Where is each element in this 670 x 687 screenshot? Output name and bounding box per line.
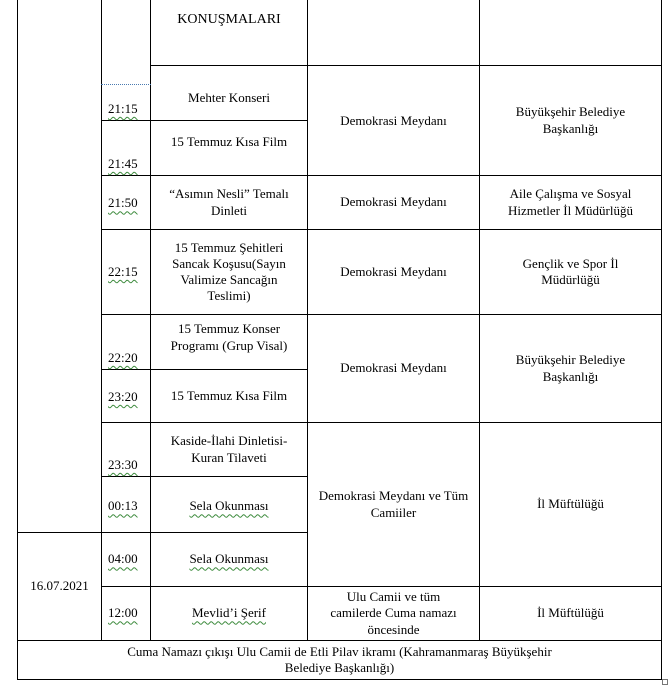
event-text: 15 Temmuz Kısa Film [170,133,288,149]
event-text: Mevlid’i Şerif [191,605,266,621]
time-cell [102,533,150,586]
event-cell [151,121,307,163]
event-cell [151,477,307,532]
event-cell [151,315,307,360]
event-cell [151,423,307,476]
organizer-text: İl Müftülüğü [537,605,604,621]
time-cell [102,176,150,229]
time-text: 23:30 [108,456,138,472]
event-cell [151,85,307,111]
table-border-right [661,0,662,680]
time-text: 21:15 [108,100,138,116]
place-cell [308,176,479,229]
place-text: Demokrasi Meydanı [340,263,447,279]
table-border-bottom [17,679,662,680]
time-text: 12:00 [108,605,138,621]
organizer-text: Aile Çalışma ve Sosyal Hizmetler İl Müdürlüğü [508,186,633,218]
place-cell [308,66,479,175]
time-text: 21:50 [108,195,138,211]
organizer-cell [480,315,661,422]
time-text: 21:45 [108,155,138,171]
place-cell [308,423,479,586]
event-text: “Asımın Nesli” Temalı Dinleti [169,186,289,218]
time-text: 22:20 [108,349,138,365]
time-text: 23:20 [108,388,138,404]
footer-cell [18,641,661,679]
organizer-text: Gençlik ve Spor İl Müdürlüğü [522,255,619,287]
event-cell [151,533,307,586]
event-text: Kaside-İlahi Dinletisi-Kuran Tilaveti [170,433,288,465]
event-cell [151,587,307,640]
event-cell [151,176,307,229]
event-text: 15 Temmuz Şehitleri Sancak Koşusu(Sayın Valimize Sancağın Teslimi) [172,239,286,304]
organizer-text: İl Müftülüğü [537,496,604,512]
event-cell [151,370,307,422]
event-text: 15 Temmuz Kısa Film [170,387,288,403]
place-cell [308,315,479,422]
time-cell [102,230,150,314]
organizer-cell [480,176,661,229]
page-end-marker [662,679,668,685]
organizer-cell [480,423,661,586]
place-text: Demokrasi Meydanı [340,360,447,376]
place-text: Ulu Camii ve tüm camilerde Cuma namazı öncesinde [330,589,457,637]
place-text: Demokrasi Meydanı ve Tüm Camiiler [318,488,469,520]
footer-text: Cuma Namazı çıkışı Ulu Camii de Etli Pilav ikramı (Kahramanmaraş Büyükşehir Belediye Başkanlığı) [127,643,552,675]
time-cell [102,85,150,120]
time-cell [102,477,150,532]
event-text: Mehter Konseri [188,89,270,105]
time-text: 00:13 [108,498,138,514]
organizer-cell [480,230,661,314]
place-text: Demokrasi Meydanı [340,194,447,210]
organizer-text: Büyükşehir Belediye Başkanlığı [515,352,626,384]
time-cell [102,423,150,476]
date-text: 16.07.2021 [30,578,89,594]
place-text: Demokrasi Meydanı [340,112,447,128]
organizer-cell [480,66,661,175]
header-event-cell [151,0,307,40]
time-cell [102,315,150,369]
time-text: 04:00 [108,551,138,567]
time-cell [102,121,150,175]
place-cell [308,230,479,314]
time-cell [102,370,150,422]
organizer-cell [480,587,661,640]
date-cell [18,533,101,640]
event-text: Sela Okunması [189,498,269,514]
event-text: Sela Okunması [189,551,269,567]
place-cell [308,587,479,640]
time-text: 22:15 [108,263,138,279]
time-cell [102,587,150,640]
header-event-text: KONUŞMALARI [177,12,281,28]
organizer-text: Büyükşehir Belediye Başkanlığı [515,104,626,136]
event-cell [151,230,307,314]
event-text: 15 Temmuz Konser Programı (Grup Visal) [170,321,288,353]
